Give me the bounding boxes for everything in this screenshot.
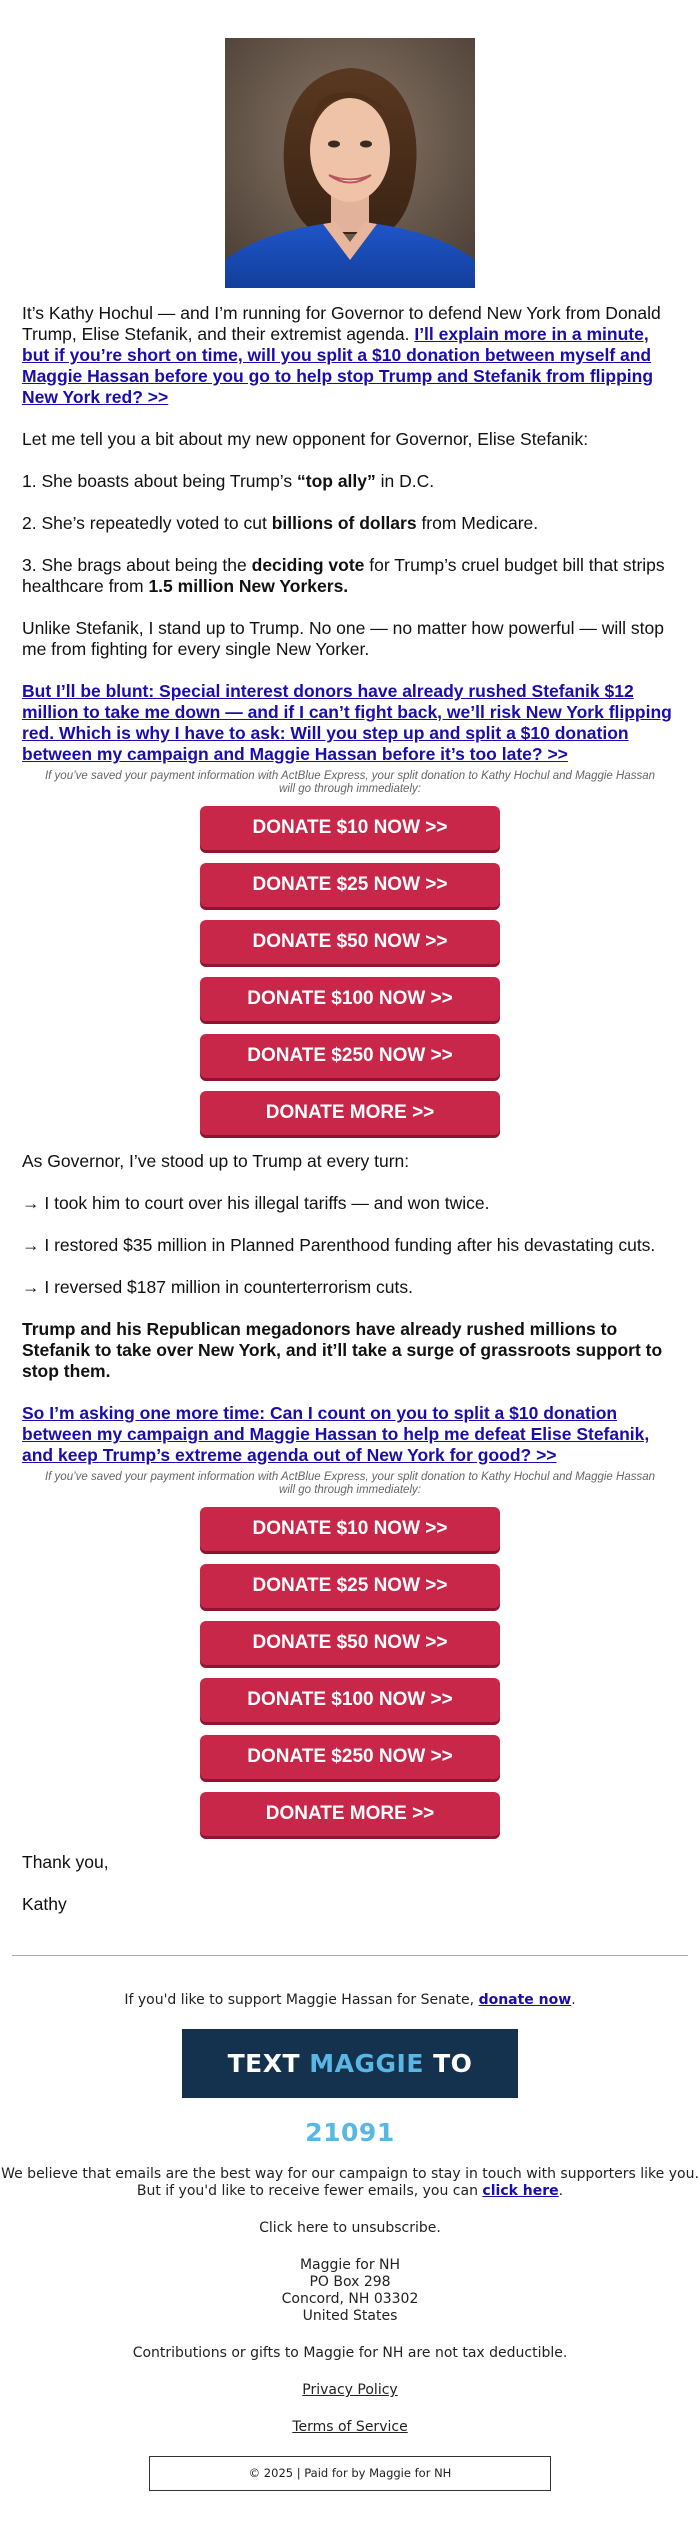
unsubscribe-link[interactable]: Click here to unsubscribe. (259, 2220, 441, 2236)
donate-10-button[interactable]: DONATE $10 NOW >> (200, 806, 500, 850)
terms-of-service-link[interactable]: Terms of Service (292, 2419, 408, 2435)
point-1 (22, 471, 678, 492)
address-line-4: United States (302, 2308, 398, 2324)
megadonors-text: Trump and his Republican megadonors have already rushed millions to Stefanik to take over New York, and it’ll take a surge of grassroots support to stop them. (22, 1319, 663, 1381)
ask-link-2[interactable]: So I’m asking one more time: Can I count on you to split a $10 donation between my campaign and Maggie Hassan to help me defeat Elise Stefanik, and keep Trump’s extreme agenda out of New York for good? >> (22, 1403, 650, 1465)
ask-link-1[interactable]: But I’ll be blunt: Special interest donors have already rushed Stefanik $12 million to take me down — and if I can’t fight back, we’ll risk New York flipping red. Which is why I have to ask: Will you step up and split a $10 donation between my campaign and Maggie Hassan before it’s too late? >> (22, 681, 672, 764)
point-1-text: 1. She boasts about being Trump’s (22, 471, 297, 491)
banner-word-maggie: MAGGIE (309, 2049, 424, 2078)
point-2-text: 2. She’s repeatedly voted to cut (22, 513, 272, 533)
donate-50-button[interactable]: DONATE $50 NOW >> (200, 920, 500, 964)
emails-text: We believe that emails are the best way for our campaign to stay in touch with supporters like you. But if you'd like to receive fewer emails, you can (1, 2166, 699, 2199)
actblue-note-2: If you’ve saved your payment information with ActBlue Express, your split donation to Kathy Hochul and Maggie Hassan will go through immediately: (44, 1471, 656, 1496)
point-3-bold-end: 1.5 million New Yorkers. (148, 576, 349, 596)
donate-more-button-2[interactable]: DONATE MORE >> (200, 1792, 500, 1836)
footer (0, 1992, 700, 2491)
unlike-paragraph: Unlike Stefanik, I stand up to Trump. No one — no matter how powerful — will stop me from fighting for every single New Yorker. (22, 618, 664, 659)
portrait-section (0, 0, 700, 293)
terms-row (0, 2419, 700, 2436)
address-line-3: Concord, NH 03302 (281, 2291, 419, 2307)
unsubscribe-line (0, 2220, 700, 2237)
donate-now-link[interactable]: donate now (478, 1992, 572, 2008)
opponent-intro: Let me tell you a bit about my new opponent for Governor, Elise Stefanik: (22, 429, 589, 449)
point-1-bold: “top ally” (297, 471, 376, 491)
tax-disclaimer: Contributions or gifts to Maggie for NH are not tax deductible. (132, 2345, 568, 2361)
donate-100-button-2[interactable]: DONATE $100 NOW >> (200, 1678, 500, 1722)
intro-donate-link[interactable]: I’ll explain more in a minute, but if you’re short on time, will you split a $10 donation between myself and Maggie Hassan before you go to help stop Trump and Stefanik from flipping New York red? >> (22, 324, 654, 407)
banner-word-number: 21091 (305, 2118, 395, 2147)
emails-paragraph (0, 2166, 700, 2200)
closing-thanks: Thank you, (22, 1852, 109, 1872)
achievement-3: → I reversed $187 million in counterterrorism cuts. (22, 1277, 413, 1297)
governor-paragraph: As Governor, I’ve stood up to Trump at every turn: (22, 1151, 410, 1171)
privacy-policy-link[interactable]: Privacy Policy (302, 2382, 398, 2398)
ask-paragraph-1 (22, 681, 678, 765)
text-maggie-banner[interactable] (182, 2029, 518, 2147)
intro-text: It’s Kathy Hochul — and I’m running for Governor to defend New York from Donald Trump, Elise Stefanik, and their extremist agenda. (22, 303, 661, 344)
point-3-text: 3. She brags about being the (22, 555, 252, 575)
donate-buttons-1 (22, 806, 678, 1135)
point-2-bold: billions of dollars (271, 513, 417, 533)
portrait-image (225, 38, 475, 288)
achievement-1: → I took him to court over his illegal tariffs — and won twice. (22, 1193, 490, 1213)
ask-paragraph-2 (22, 1403, 678, 1466)
address-line-2: PO Box 298 (309, 2274, 391, 2290)
fewer-emails-link[interactable]: click here (482, 2183, 559, 2199)
support-text: If you'd like to support Maggie Hassan for Senate, (124, 1992, 479, 2008)
footer-divider (12, 1955, 688, 1956)
megadonors-paragraph (22, 1319, 678, 1382)
text-banner-row (0, 2029, 700, 2146)
support-line (0, 1992, 700, 2009)
point-1-end: in D.C. (375, 471, 435, 491)
banner-word-to: TO (423, 2049, 473, 2078)
donate-25-button[interactable]: DONATE $25 NOW >> (200, 863, 500, 907)
support-end: . (571, 1992, 576, 2008)
intro-paragraph (22, 303, 678, 408)
donate-buttons-2 (22, 1507, 678, 1836)
donate-250-button[interactable]: DONATE $250 NOW >> (200, 1034, 500, 1078)
point-2-end: from Medicare. (416, 513, 539, 533)
point-3-mid: for Trump’s cruel budget bill that strips healthcare from (22, 555, 665, 596)
point-3 (22, 555, 678, 597)
donate-50-button-2[interactable]: DONATE $50 NOW >> (200, 1621, 500, 1665)
privacy-row (0, 2382, 700, 2399)
address-line-1: Maggie for NH (299, 2257, 401, 2273)
achievement-2: → I restored $35 million in Planned Parenthood funding after his devastating cuts. (22, 1235, 656, 1255)
actblue-note-1: If you’ve saved your payment information with ActBlue Express, your split donation to Kathy Hochul and Maggie Hassan will go through immediately: (44, 770, 656, 795)
point-2 (22, 513, 678, 534)
donate-100-button[interactable]: DONATE $100 NOW >> (200, 977, 500, 1021)
copyright-row (0, 2456, 700, 2491)
banner-word-text: TEXT (227, 2049, 310, 2078)
letter-body (0, 303, 700, 1915)
signature (22, 1852, 678, 1915)
donate-more-button[interactable]: DONATE MORE >> (200, 1091, 500, 1135)
donate-10-button-2[interactable]: DONATE $10 NOW >> (200, 1507, 500, 1551)
donate-25-button-2[interactable]: DONATE $25 NOW >> (200, 1564, 500, 1608)
closing-name: Kathy (22, 1894, 67, 1914)
emails-end: . (558, 2183, 564, 2199)
point-3-bold: deciding vote (251, 555, 365, 575)
paid-for-box: © 2025 | Paid for by Maggie for NH (149, 2456, 551, 2491)
candidate-portrait (225, 38, 475, 288)
mailing-address (0, 2257, 700, 2325)
donate-250-button-2[interactable]: DONATE $250 NOW >> (200, 1735, 500, 1779)
